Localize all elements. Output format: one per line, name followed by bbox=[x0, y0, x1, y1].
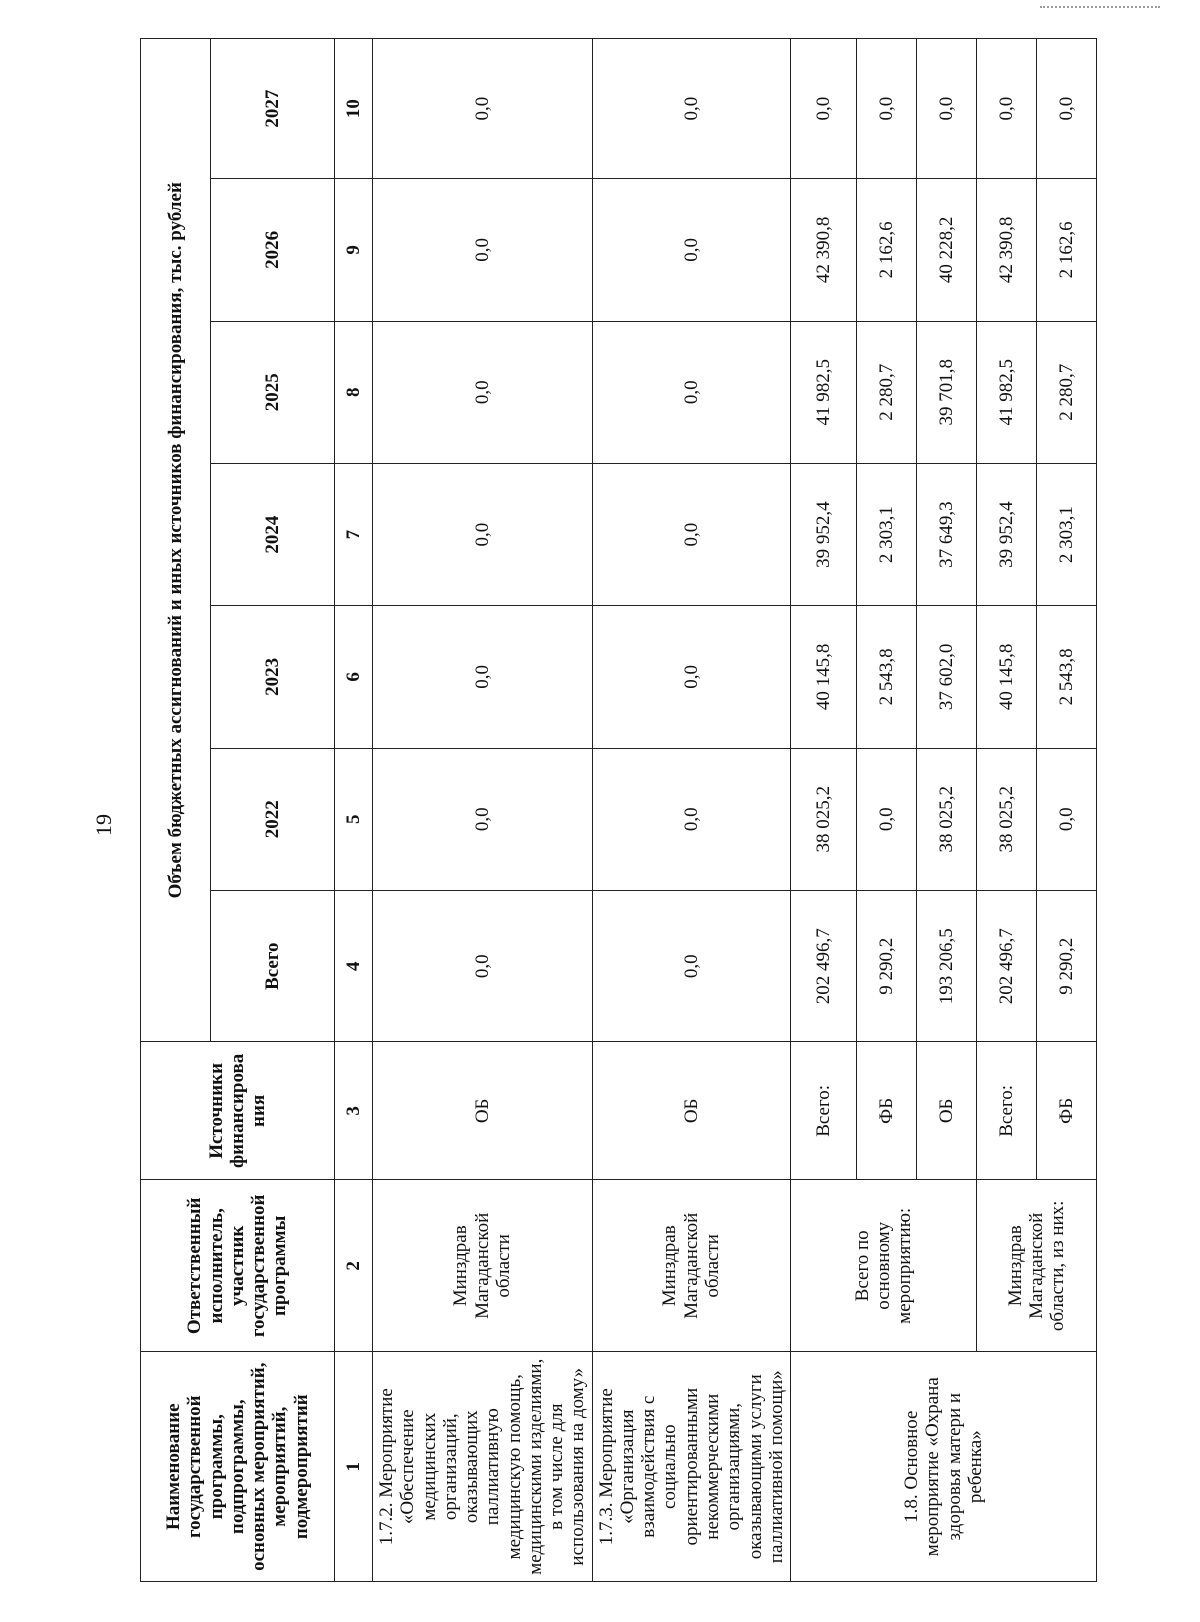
value-cell: 0,0 bbox=[373, 748, 593, 890]
value-cell: 9 290,2 bbox=[857, 890, 917, 1042]
row-name: 1.8. Основное мероприятие «Охрана здоровья матери и ребенка» bbox=[791, 1352, 1097, 1582]
value-cell: 38 025,2 bbox=[917, 748, 977, 890]
column-number: 10 bbox=[335, 39, 373, 179]
value-cell: 0,0 bbox=[592, 606, 790, 748]
value-cell: 2 303,1 bbox=[1037, 463, 1097, 605]
row-source: ФБ bbox=[1037, 1042, 1097, 1180]
value-cell: 0,0 bbox=[373, 321, 593, 463]
value-cell: 0,0 bbox=[373, 606, 593, 748]
column-number: 2 bbox=[335, 1180, 373, 1352]
value-cell: 2 543,8 bbox=[857, 606, 917, 748]
value-cell: 39 952,4 bbox=[791, 463, 857, 605]
row-name: 1.7.3. Мероприятие «Организация взаимодействия с социально ориентированными некоммерческими организациями, оказывающими услуги паллиативной помощи» bbox=[592, 1352, 790, 1582]
row-executor: Минздрав Магаданской области, из них: bbox=[977, 1180, 1097, 1352]
value-cell: 42 390,8 bbox=[791, 179, 857, 321]
value-cell: 9 290,2 bbox=[1037, 890, 1097, 1042]
value-cell: 38 025,2 bbox=[977, 748, 1037, 890]
value-cell: 0,0 bbox=[592, 890, 790, 1042]
value-cell: 2 543,8 bbox=[1037, 606, 1097, 748]
financing-table bbox=[140, 38, 1097, 1582]
value-cell: 202 496,7 bbox=[791, 890, 857, 1042]
value-cell: 2 280,7 bbox=[1037, 321, 1097, 463]
value-cell: 42 390,8 bbox=[977, 179, 1037, 321]
value-cell: 41 982,5 bbox=[977, 321, 1037, 463]
column-number: 1 bbox=[335, 1352, 373, 1582]
header-executor: Ответственный исполнитель, участник государственной программы bbox=[141, 1180, 335, 1352]
value-cell: 2 303,1 bbox=[857, 463, 917, 605]
rotated-table-container bbox=[140, 38, 1077, 1582]
row-executor: Минздрав Магаданской области bbox=[373, 1180, 593, 1352]
column-number: 9 bbox=[335, 179, 373, 321]
value-cell: 2 280,7 bbox=[857, 321, 917, 463]
value-cell: 0,0 bbox=[791, 39, 857, 179]
value-cell: 40 145,8 bbox=[977, 606, 1037, 748]
value-cell: 193 206,5 bbox=[917, 890, 977, 1042]
value-cell: 0,0 bbox=[592, 463, 790, 605]
table-row bbox=[977, 39, 1037, 1582]
value-cell: 0,0 bbox=[373, 890, 593, 1042]
value-cell: 202 496,7 bbox=[977, 890, 1037, 1042]
value-cell: 0,0 bbox=[592, 321, 790, 463]
value-cell: 0,0 bbox=[373, 179, 593, 321]
column-number: 3 bbox=[335, 1042, 373, 1180]
header-name: Наименование государственной программы, подпрограммы, основных мероприятий, мероприятий, подмероприятий bbox=[141, 1352, 335, 1582]
header-volume: Объем бюджетных ассигнований и иных источников финансирования, тыс. рублей bbox=[141, 39, 211, 1042]
row-source: Всего: bbox=[791, 1042, 857, 1180]
value-cell: 2 162,6 bbox=[857, 179, 917, 321]
year-header: 2027 bbox=[211, 39, 335, 179]
row-source: ОБ bbox=[373, 1042, 593, 1180]
corner-mark bbox=[1040, 0, 1160, 8]
year-header: Всего bbox=[211, 890, 335, 1042]
value-cell: 0,0 bbox=[373, 463, 593, 605]
column-number: 6 bbox=[335, 606, 373, 748]
value-cell: 0,0 bbox=[592, 748, 790, 890]
year-header: 2022 bbox=[211, 748, 335, 890]
row-source: ФБ bbox=[857, 1042, 917, 1180]
row-source: Всего: bbox=[977, 1042, 1037, 1180]
value-cell: 0,0 bbox=[917, 39, 977, 179]
column-number: 7 bbox=[335, 463, 373, 605]
value-cell: 0,0 bbox=[857, 748, 917, 890]
value-cell: 0,0 bbox=[592, 39, 790, 179]
value-cell: 0,0 bbox=[373, 39, 593, 179]
value-cell: 39 701,8 bbox=[917, 321, 977, 463]
row-source: ОБ bbox=[592, 1042, 790, 1180]
value-cell: 37 649,3 bbox=[917, 463, 977, 605]
value-cell: 0,0 bbox=[592, 179, 790, 321]
value-cell: 41 982,5 bbox=[791, 321, 857, 463]
column-number: 5 bbox=[335, 748, 373, 890]
value-cell: 0,0 bbox=[1037, 748, 1097, 890]
value-cell: 40 228,2 bbox=[917, 179, 977, 321]
value-cell: 40 145,8 bbox=[791, 606, 857, 748]
year-header: 2023 bbox=[211, 606, 335, 748]
value-cell: 0,0 bbox=[1037, 39, 1097, 179]
column-number: 4 bbox=[335, 890, 373, 1042]
year-header: 2026 bbox=[211, 179, 335, 321]
row-total-label: Всего по основному мероприятию: bbox=[791, 1180, 977, 1352]
value-cell: 37 602,0 bbox=[917, 606, 977, 748]
year-header: 2025 bbox=[211, 321, 335, 463]
column-number: 8 bbox=[335, 321, 373, 463]
value-cell: 0,0 bbox=[857, 39, 917, 179]
row-name: 1.7.2. Мероприятие «Обеспечение медицинских организаций, оказывающих паллиативную медицинскую помощь, медицинскими изделиями, в том числе для использования на дому» bbox=[373, 1352, 593, 1582]
table-row bbox=[373, 39, 593, 1582]
row-executor: Минздрав Магаданской области bbox=[592, 1180, 790, 1352]
table-row bbox=[791, 39, 857, 1582]
value-cell: 2 162,6 bbox=[1037, 179, 1097, 321]
value-cell: 0,0 bbox=[977, 39, 1037, 179]
year-header: 2024 bbox=[211, 463, 335, 605]
row-source: ОБ bbox=[917, 1042, 977, 1180]
value-cell: 39 952,4 bbox=[977, 463, 1037, 605]
page-number: 19 bbox=[91, 814, 116, 836]
table-row bbox=[592, 39, 790, 1582]
value-cell: 38 025,2 bbox=[791, 748, 857, 890]
table-wrapper bbox=[140, 38, 1077, 1582]
header-source: Источники финансирова ния bbox=[141, 1042, 335, 1180]
